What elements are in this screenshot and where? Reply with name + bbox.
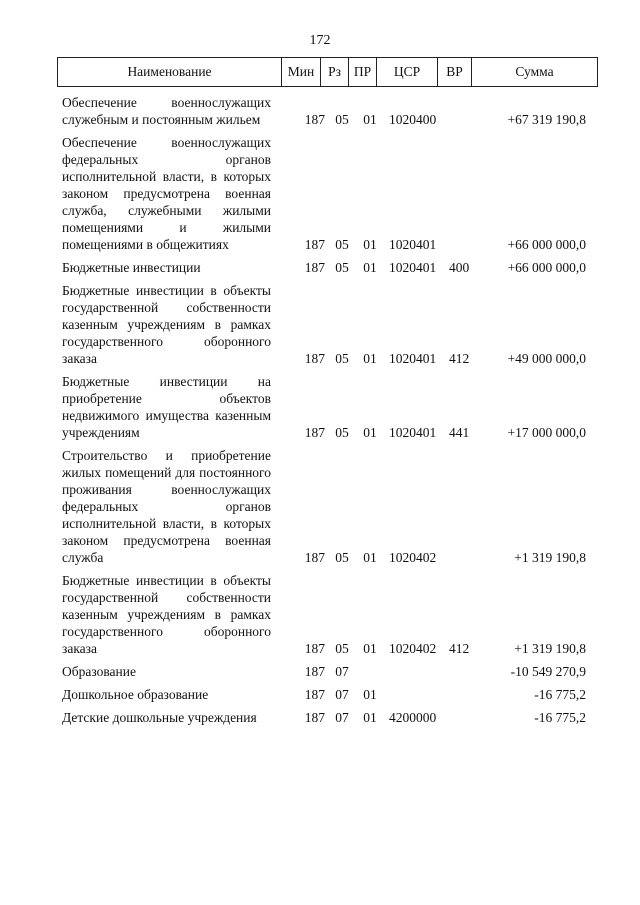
row-rz: 05 xyxy=(335,641,349,656)
row-vr: 441 xyxy=(449,425,470,440)
table-row xyxy=(57,709,598,726)
table-row xyxy=(57,373,598,441)
row-min: 187 xyxy=(304,425,325,440)
row-name: Бюджетные инвестиции на приобретение объектов недвижимого имущества казенным учреждениям xyxy=(62,374,271,440)
row-rz: 07 xyxy=(335,687,349,702)
table-row xyxy=(57,282,598,367)
row-rz: 07 xyxy=(335,664,349,679)
row-vr xyxy=(447,134,481,253)
header-rz: Рз xyxy=(321,58,349,86)
row-sum: +66 000 000,0 xyxy=(507,260,586,275)
table-row xyxy=(57,686,598,703)
row-csr: 1020401 xyxy=(389,351,437,366)
row-sum: +67 319 190,8 xyxy=(507,112,586,127)
row-rz: 05 xyxy=(335,425,349,440)
row-csr xyxy=(385,686,447,703)
row-rz: 07 xyxy=(335,710,349,725)
row-csr: 4200000 xyxy=(389,710,437,725)
row-name: Детские дошкольные учреждения xyxy=(62,710,257,725)
row-vr xyxy=(447,447,481,566)
row-pr: 01 xyxy=(363,641,377,656)
row-sum: +17 000 000,0 xyxy=(507,425,586,440)
row-rz: 05 xyxy=(335,260,349,275)
row-sum: +1 319 190,8 xyxy=(514,550,586,565)
row-vr xyxy=(447,686,481,703)
table-row xyxy=(57,94,598,128)
row-csr xyxy=(385,663,447,680)
row-sum: +1 319 190,8 xyxy=(514,641,586,656)
row-sum: -16 775,2 xyxy=(534,710,586,725)
row-min: 187 xyxy=(304,664,325,679)
row-min: 187 xyxy=(304,550,325,565)
row-name: Бюджетные инвестиции в объекты государственной собственности казенным учреждениям в рамках государственного оборонного заказа xyxy=(62,283,271,366)
table-row xyxy=(57,447,598,566)
row-vr: 400 xyxy=(449,260,470,275)
row-name: Образование xyxy=(62,664,136,679)
row-sum: +49 000 000,0 xyxy=(507,351,586,366)
row-pr xyxy=(355,663,385,680)
table-row xyxy=(57,663,598,680)
row-pr: 01 xyxy=(363,550,377,565)
table-body xyxy=(57,94,598,732)
row-name: Дошкольное образование xyxy=(62,687,209,702)
row-sum: -16 775,2 xyxy=(534,687,586,702)
row-name: Бюджетные инвестиции в объекты государственной собственности казенным учреждениям в рамках государственного оборонного заказа xyxy=(62,573,271,656)
row-min: 187 xyxy=(304,351,325,366)
row-min: 187 xyxy=(304,260,325,275)
table-row xyxy=(57,572,598,657)
row-min: 187 xyxy=(304,687,325,702)
row-name: Обеспечение военнослужащих служебным и постоянным жильем xyxy=(62,95,271,127)
row-name: Обеспечение военнослужащих федеральных органов исполнительной власти, в которых законом предусмотрена военная служба, служебными жилыми помещениями и жилыми помещениями в общежитиях xyxy=(62,135,271,252)
row-csr: 1020402 xyxy=(389,550,437,565)
row-vr xyxy=(447,709,481,726)
row-min: 187 xyxy=(304,710,325,725)
row-rz: 05 xyxy=(335,351,349,366)
header-name: Наименование xyxy=(58,58,282,86)
row-rz: 05 xyxy=(335,237,349,252)
row-pr: 01 xyxy=(363,687,377,702)
table-header xyxy=(57,57,598,87)
row-pr: 01 xyxy=(363,112,377,127)
row-vr xyxy=(447,94,481,128)
table-row xyxy=(57,259,598,276)
row-min: 187 xyxy=(304,112,325,127)
row-pr: 01 xyxy=(363,425,377,440)
table-row xyxy=(57,134,598,253)
row-csr: 1020401 xyxy=(389,260,437,275)
row-rz: 05 xyxy=(335,112,349,127)
header-csr: ЦСР xyxy=(377,58,438,86)
row-name: Строительство и приобретение жилых помещений для постоянного проживания военнослужащих федеральных органов исполнительной власти, в которых законом предусмотрена военная служба xyxy=(62,448,271,565)
row-rz: 05 xyxy=(335,550,349,565)
row-vr: 412 xyxy=(449,641,470,656)
row-min: 187 xyxy=(304,641,325,656)
row-pr: 01 xyxy=(363,351,377,366)
row-csr: 1020401 xyxy=(389,237,437,252)
row-csr: 1020401 xyxy=(389,425,437,440)
row-sum: +66 000 000,0 xyxy=(507,237,586,252)
row-pr: 01 xyxy=(363,237,377,252)
header-vr: ВР xyxy=(438,58,472,86)
header-min: Мин xyxy=(282,58,321,86)
page-number: 172 xyxy=(309,33,331,48)
row-sum: -10 549 270,9 xyxy=(510,664,586,679)
row-name: Бюджетные инвестиции xyxy=(62,260,201,275)
row-csr: 1020400 xyxy=(389,112,437,127)
row-vr: 412 xyxy=(449,351,470,366)
row-csr: 1020402 xyxy=(389,641,437,656)
row-vr xyxy=(447,663,481,680)
header-sum: Сумма xyxy=(515,64,554,79)
row-pr: 01 xyxy=(363,260,377,275)
header-pr: ПР xyxy=(349,58,377,86)
row-min: 187 xyxy=(304,237,325,252)
row-pr: 01 xyxy=(363,710,377,725)
